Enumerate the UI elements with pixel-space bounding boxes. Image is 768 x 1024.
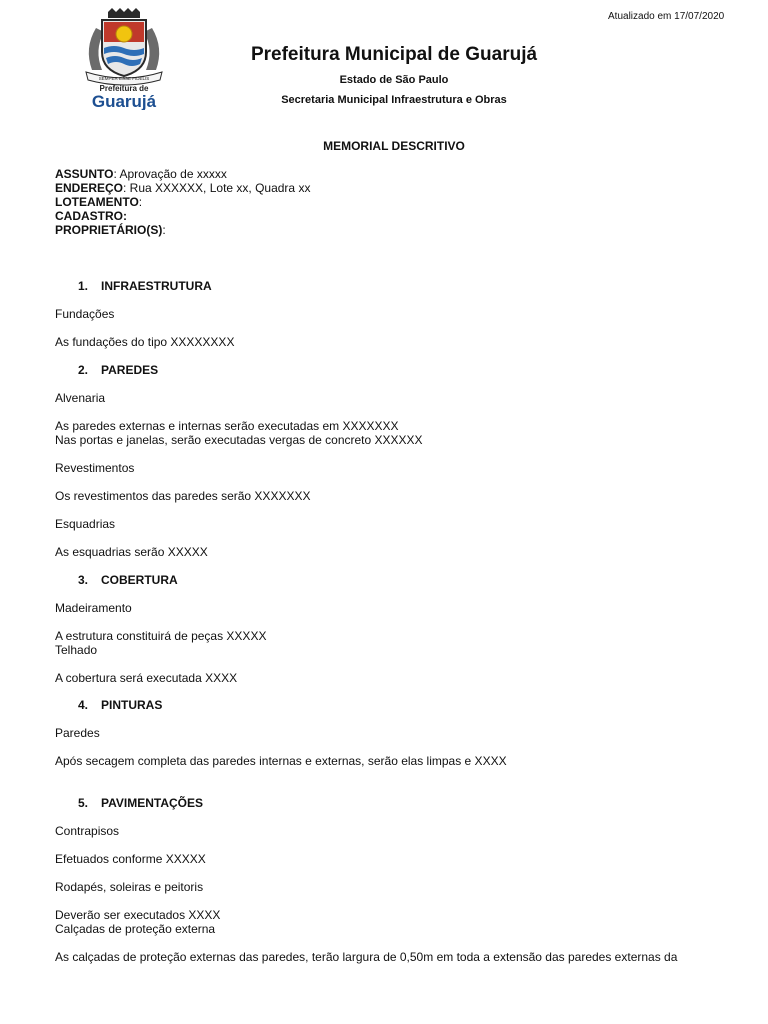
section-heading-infraestrutura: 1. INFRAESTRUTURA [78, 279, 212, 293]
paragraph: Esquadrias [55, 517, 116, 531]
section-heading-paredes: 2. PAREDES [78, 363, 159, 377]
paragraph: Após secagem completa das paredes internas e externas, serão elas limpas e XXXX [55, 754, 507, 768]
section-heading-cobertura: 3. COBERTURA [78, 573, 178, 587]
paragraph: Revestimentos [55, 461, 135, 475]
paragraph: As fundações do tipo XXXXXXXX [55, 335, 235, 349]
org-name: Prefeitura Municipal de Guarujá [250, 44, 538, 65]
svg-text:Guarujá: Guarujá [91, 92, 157, 110]
paragraph: Calçadas de proteção externa [55, 922, 216, 936]
org-department: Secretaria Municipal Infraestrutura e Obras [281, 94, 507, 106]
section-heading-pinturas: 4. PINTURAS [78, 698, 163, 712]
paragraph: Alvenaria [55, 391, 106, 405]
field-assunto: ASSUNTO: Aprovação de xxxxx [55, 167, 227, 181]
paragraph: Fundações [55, 307, 115, 321]
updated-date: Atualizado em 17/07/2020 [608, 11, 725, 22]
field-endereco: ENDEREÇO: Rua XXXXXX, Lote xx, Quadra xx [55, 181, 311, 195]
paragraph: Paredes [55, 726, 100, 740]
org-state: Estado de São Paulo [339, 74, 449, 86]
section-heading-pavimentacoes: 5. PAVIMENTAÇÕES [78, 796, 204, 810]
paragraph: As paredes externas e internas serão executadas em XXXXXXX [55, 419, 399, 433]
document-fields [55, 167, 310, 237]
svg-text:Prefeitura de: Prefeitura de [99, 84, 149, 93]
paragraph: Telhado [55, 643, 98, 657]
paragraph: Os revestimentos das paredes serão XXXXXXX [55, 489, 311, 503]
document-title: MEMORIAL DESCRITIVO [323, 139, 465, 153]
paragraph: Contrapisos [55, 824, 120, 838]
field-loteamento: LOTEAMENTO: [55, 195, 143, 209]
paragraph: Rodapés, soleiras e peitoris [55, 880, 204, 894]
field-proprietarios: PROPRIETÁRIO(S): [55, 223, 166, 237]
paragraph: Deverão ser executados XXXX [55, 908, 221, 922]
paragraph: As esquadrias serão XXXXX [55, 545, 208, 559]
paragraph: As calçadas de proteção externas das paredes, terão largura de 0,50m em toda a extensão das paredes externas da [55, 950, 678, 964]
paragraph: A estrutura constituirá de peças XXXXX [55, 629, 267, 643]
paragraph: Efetuados conforme XXXXX [55, 852, 206, 866]
svg-text:SEMPER ESSE FIDELIS: SEMPER ESSE FIDELIS [98, 76, 150, 81]
field-cadastro: CADASTRO: [55, 209, 127, 223]
paragraph: Nas portas e janelas, serão executadas vergas de concreto XXXXXX [55, 433, 423, 447]
paragraph: A cobertura será executada XXXX [55, 671, 238, 685]
paragraph: Madeiramento [55, 601, 132, 615]
